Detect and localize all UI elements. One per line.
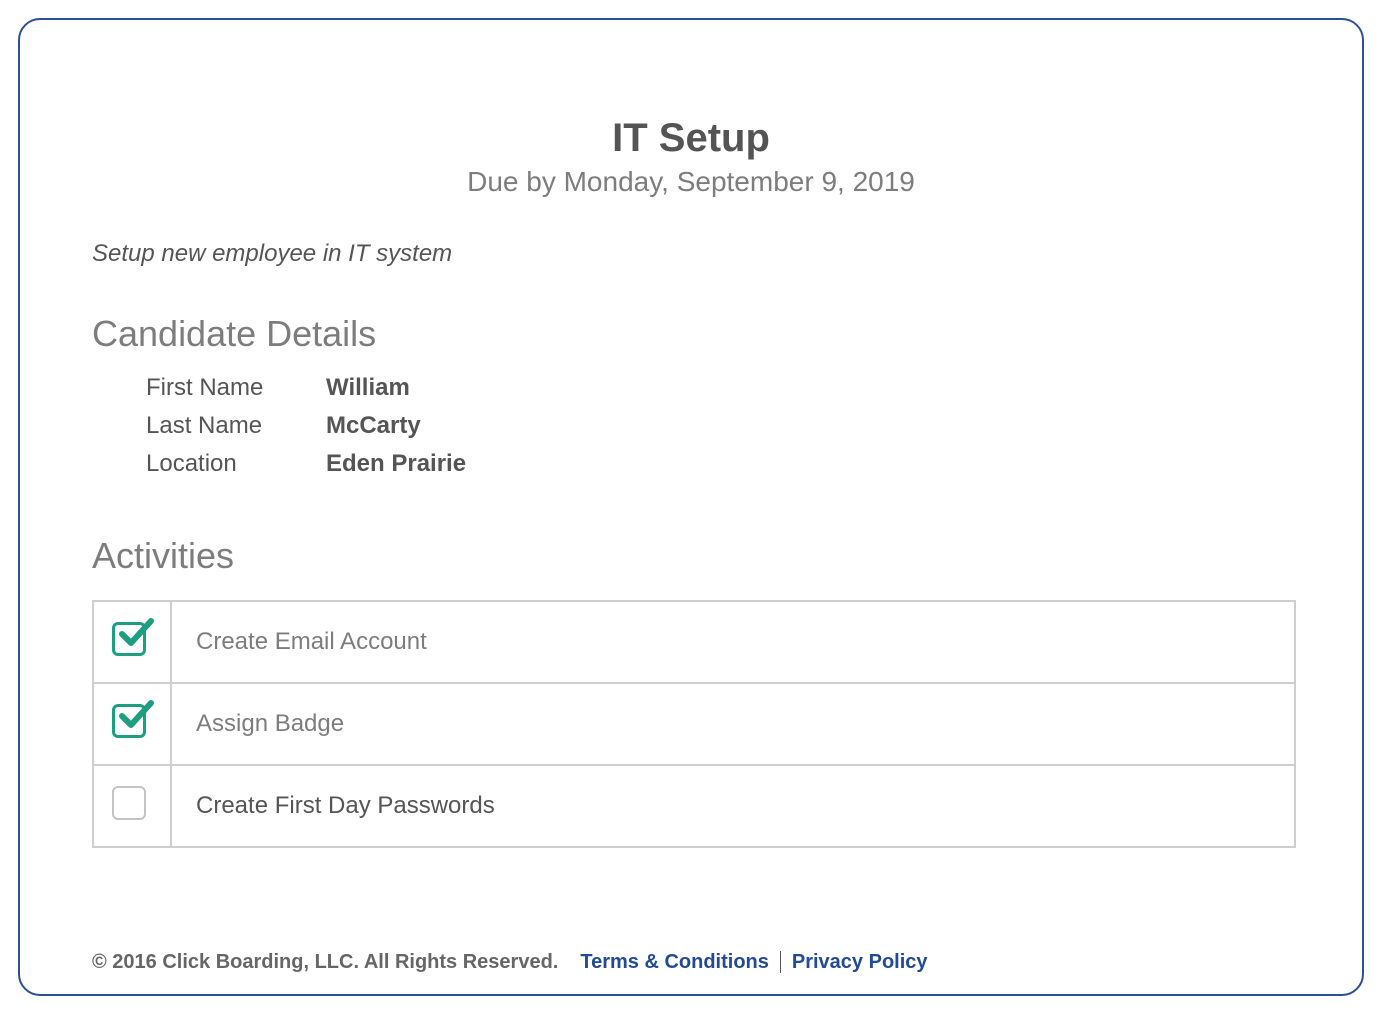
- activity-label: Create Email Account: [196, 628, 427, 655]
- activity-row-create-email-account: [94, 602, 1294, 684]
- detail-row-last-name: [146, 407, 466, 445]
- activity-row-create-first-day-passwords: [94, 766, 1294, 846]
- footer: [92, 949, 928, 975]
- detail-value: McCarty: [326, 412, 421, 439]
- detail-row-location: [146, 445, 466, 483]
- activity-check-cell: [94, 766, 172, 846]
- detail-label: Location: [146, 450, 237, 477]
- task-card: [18, 18, 1364, 996]
- detail-value: William: [326, 374, 410, 401]
- checkmark-icon: [119, 617, 155, 649]
- privacy-link[interactable]: Privacy Policy: [791, 951, 928, 973]
- activity-checkbox-create-email-account[interactable]: [112, 622, 146, 656]
- task-description: Setup new employee in IT system: [92, 240, 453, 267]
- copyright-text: © 2016 Click Boarding, LLC. All Rights Reserved.: [92, 951, 559, 973]
- detail-label: First Name: [146, 374, 264, 401]
- activity-check-cell: [94, 684, 172, 764]
- candidate-details-heading: Candidate Details: [92, 313, 377, 354]
- footer-divider: [780, 951, 781, 973]
- due-date: Due by Monday, September 9, 2019: [467, 166, 915, 197]
- activity-check-cell: [94, 602, 172, 682]
- candidate-details: [146, 369, 466, 483]
- terms-link[interactable]: Terms & Conditions: [580, 951, 769, 973]
- detail-label: Last Name: [146, 412, 263, 439]
- activity-checkbox-assign-badge[interactable]: [112, 704, 146, 738]
- activities-table: [92, 600, 1296, 848]
- activity-label: Assign Badge: [196, 710, 345, 737]
- activities-heading: Activities: [92, 535, 235, 576]
- activity-row-assign-badge: [94, 684, 1294, 766]
- detail-value: Eden Prairie: [326, 450, 467, 477]
- checkmark-icon: [119, 699, 155, 731]
- activity-checkbox-create-first-day-passwords[interactable]: [112, 786, 146, 820]
- activity-label: Create First Day Passwords: [196, 792, 495, 819]
- page-title: IT Setup: [612, 116, 770, 160]
- detail-row-first-name: [146, 369, 466, 407]
